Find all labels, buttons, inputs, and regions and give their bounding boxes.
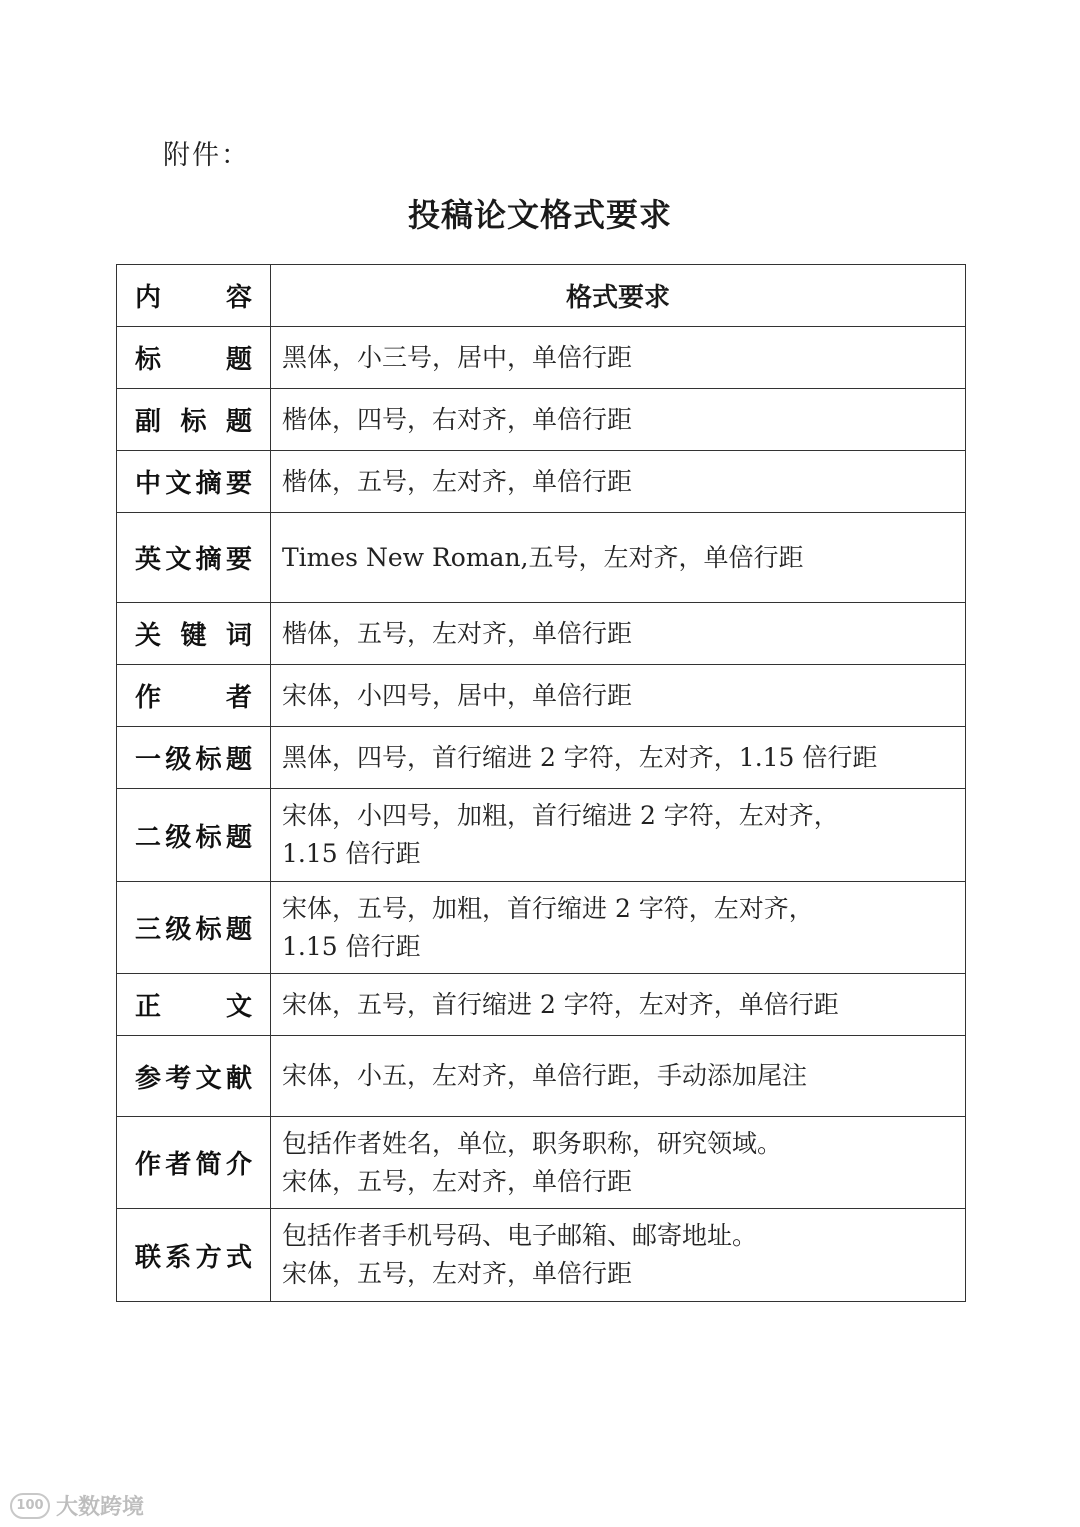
row-label: 参考文献 xyxy=(117,1036,271,1117)
row-label: 副标题 xyxy=(117,389,271,451)
row-label: 作 者 xyxy=(117,665,271,727)
format-line: 宋体，小四号，加粗，首行缩进 2 字符，左对齐， xyxy=(282,801,839,830)
row-format-value xyxy=(271,882,966,974)
table-row xyxy=(117,789,966,882)
watermark-text: 大数跨境 xyxy=(56,1495,145,1520)
row-label: 中文摘要 xyxy=(117,451,271,513)
row-label: 关键词 xyxy=(117,603,271,665)
table-row xyxy=(117,727,966,789)
table-row xyxy=(117,451,966,513)
header-content-cell: 内 容 xyxy=(117,265,271,327)
row-label: 二级标题 xyxy=(117,789,271,882)
row-format-value xyxy=(271,451,966,513)
row-label: 联系方式 xyxy=(117,1209,271,1302)
row-format-value xyxy=(271,389,966,451)
format-line: 宋体，五号，首行缩进 2 字符，左对齐，单倍行距 xyxy=(282,989,839,1019)
table-row xyxy=(117,603,966,665)
row-format-value xyxy=(271,1209,966,1302)
format-line: 黑体，小三号，居中，单倍行距 xyxy=(282,342,633,372)
attachment-label: 附件： xyxy=(163,140,250,171)
table-row xyxy=(117,665,966,727)
table-row xyxy=(117,1117,966,1209)
table-row xyxy=(117,327,966,389)
format-line: 宋体，五号，加粗，首行缩进 2 字符，左对齐， xyxy=(282,893,814,923)
page-title: 投稿论文格式要求 xyxy=(407,196,672,234)
row-label: 英文摘要 xyxy=(117,513,271,603)
format-line: 黑体，四号，首行缩进 2 字符，左对齐，1.15 倍行距 xyxy=(282,742,878,772)
row-format-value xyxy=(271,513,966,603)
header-format-cell: 格式要求 xyxy=(271,265,966,327)
row-format-value xyxy=(271,727,966,789)
row-format-value xyxy=(271,789,966,882)
watermark-logo-icon: 100 xyxy=(10,1493,50,1519)
format-line: 1.15 倍行距 xyxy=(282,839,421,868)
table-header-row xyxy=(117,265,966,327)
row-label: 正 文 xyxy=(117,974,271,1036)
format-line: 1.15 倍行距 xyxy=(282,931,421,961)
table-row xyxy=(117,882,966,974)
format-line: 楷体，五号，左对齐，单倍行距 xyxy=(282,466,633,496)
row-label: 作者简介 xyxy=(117,1117,271,1209)
format-line: 宋体，小四号，居中，单倍行距 xyxy=(282,680,633,710)
format-requirements-table xyxy=(116,264,966,1302)
row-format-value xyxy=(271,603,966,665)
table-body xyxy=(117,265,966,1302)
format-line: 楷体，五号，左对齐，单倍行距 xyxy=(282,618,633,648)
format-line: 包括作者姓名，单位，职务职称，研究领域。 xyxy=(282,1128,783,1158)
format-line: 宋体，五号，左对齐，单倍行距 xyxy=(282,1166,633,1196)
table-row xyxy=(117,1036,966,1117)
row-format-value xyxy=(271,1036,966,1117)
format-line: Times New Roman,五号，左对齐，单倍行距 xyxy=(282,542,804,572)
format-line: 包括作者手机号码、电子邮箱、邮寄地址。 xyxy=(282,1221,758,1250)
row-format-value xyxy=(271,974,966,1036)
table-row xyxy=(117,389,966,451)
format-line: 宋体，小五，左对齐，单倍行距，手动添加尾注 xyxy=(282,1061,808,1090)
table-row xyxy=(117,1209,966,1302)
format-line: 宋体，五号，左对齐，单倍行距 xyxy=(282,1259,633,1288)
table-row xyxy=(117,513,966,603)
row-label: 标 题 xyxy=(117,327,271,389)
format-line: 楷体，四号，右对齐，单倍行距 xyxy=(282,404,633,434)
table-row xyxy=(117,974,966,1036)
row-format-value xyxy=(271,665,966,727)
row-label: 三级标题 xyxy=(117,882,271,974)
row-format-value xyxy=(271,1117,966,1209)
watermark xyxy=(10,1490,144,1521)
row-format-value xyxy=(271,327,966,389)
row-label: 一级标题 xyxy=(117,727,271,789)
